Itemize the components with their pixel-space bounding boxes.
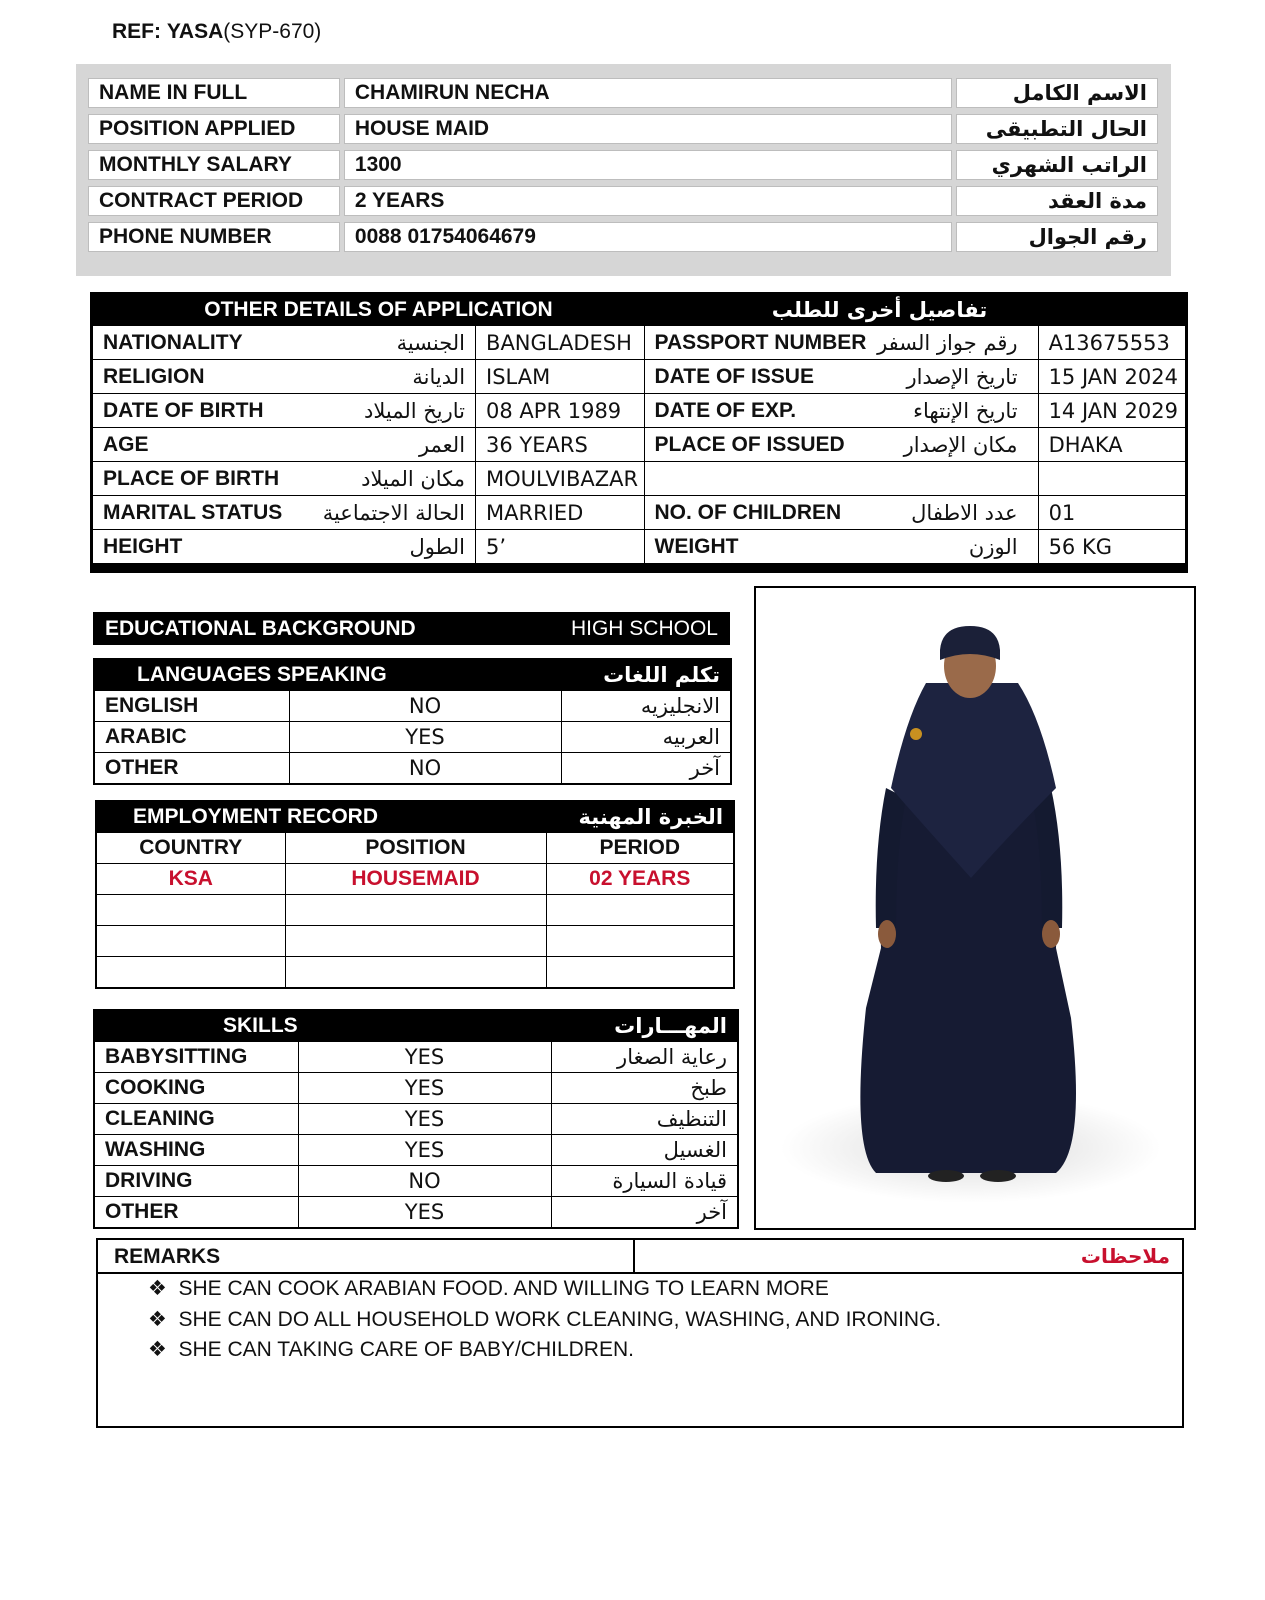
employment-position: HOUSEMAID — [285, 864, 546, 895]
details-left-label-ar: الجنسية — [396, 330, 466, 355]
skills-header — [94, 1010, 738, 1042]
details-right-label-ar: تاريخ الإنتهاء — [913, 398, 1018, 423]
details-left-cell — [92, 326, 476, 360]
col-header-period: PERIOD — [546, 833, 734, 864]
skills-table — [93, 1009, 739, 1229]
employment-header — [96, 801, 734, 833]
applicant-label-ar: رقم الجوال — [956, 222, 1158, 252]
remarks-header — [98, 1240, 1182, 1274]
details-left-label-ar: تاريخ الميلاد — [363, 398, 466, 423]
language-row-value: NO — [289, 691, 561, 722]
applicant-label-ar: الاسم الكامل — [956, 78, 1158, 108]
skill-row — [94, 1166, 738, 1197]
applicant-box — [76, 64, 1171, 276]
details-right-label-ar: مكان الإصدار — [903, 432, 1018, 457]
remark-text: SHE CAN COOK ARABIAN FOOD. AND WILLING TO LEARN MORE — [178, 1277, 829, 1300]
details-right-label: PASSPORT NUMBER — [654, 330, 867, 354]
applicant-row — [88, 150, 1158, 180]
applicant-label: CONTRACT PERIOD — [88, 186, 340, 216]
skill-row-name: COOKING — [94, 1073, 298, 1104]
skills-title: SKILLS — [94, 1010, 551, 1042]
remarks-title-ar: ملاحظات — [1080, 1244, 1170, 1268]
details-row — [92, 394, 1187, 428]
details-row — [92, 530, 1187, 564]
language-row — [94, 753, 731, 785]
education-label: EDUCATIONAL BACKGROUND — [105, 617, 416, 640]
details-row — [92, 496, 1187, 530]
skills-title-ar: المهـــارات — [551, 1010, 738, 1042]
col-header-position: POSITION — [285, 833, 546, 864]
details-right-label-ar: تاريخ الإصدار — [906, 364, 1018, 389]
language-row-name: OTHER — [94, 753, 289, 785]
details-left-value: MOULVIBAZAR — [476, 462, 644, 496]
details-left-value: 36 YEARS — [476, 428, 644, 462]
employment-col-headers — [96, 833, 734, 864]
applicant-row — [88, 114, 1158, 144]
details-left-label: AGE — [103, 432, 149, 456]
employment-country: KSA — [96, 864, 285, 895]
details-title-ar: تفاصيل أخرى للطلب — [644, 294, 1187, 326]
applicant-label: POSITION APPLIED — [88, 114, 340, 144]
reference — [112, 20, 321, 44]
details-left-label-ar: مكان الميلاد — [361, 466, 466, 491]
language-row-name: ARABIC — [94, 722, 289, 753]
details-left-cell — [92, 428, 476, 462]
details-right-value: DHAKA — [1038, 428, 1186, 462]
employment-title: EMPLOYMENT RECORD — [96, 801, 546, 833]
applicant-value: 2 YEARS — [344, 186, 953, 216]
skill-row-name-ar: الغسيل — [551, 1135, 738, 1166]
language-row-name-ar: آخر — [561, 753, 731, 785]
details-right-value: 01 — [1038, 496, 1186, 530]
details-left-cell — [92, 462, 476, 496]
employment-table — [95, 800, 735, 989]
details-right-cell — [644, 326, 1038, 360]
remark-item — [148, 1307, 941, 1332]
applicant-row — [88, 186, 1158, 216]
details-left-value: 08 APR 1989 — [476, 394, 644, 428]
remark-text: SHE CAN TAKING CARE OF BABY/CHILDREN. — [178, 1338, 634, 1361]
bullet-diamond-icon: ❖ — [148, 1338, 167, 1361]
applicant-value: HOUSE MAID — [344, 114, 953, 144]
ref-label: REF: — [112, 20, 161, 43]
skill-row-name: OTHER — [94, 1197, 298, 1229]
skill-row-name-ar: آخر — [551, 1197, 738, 1229]
details-right-label: NO. OF CHILDREN — [654, 500, 842, 524]
col-header-country: COUNTRY — [96, 833, 285, 864]
details-left-label-ar: الديانة — [412, 364, 466, 389]
details-row — [92, 326, 1187, 360]
details-left-value: ISLAM — [476, 360, 644, 394]
applicant-row — [88, 78, 1158, 108]
details-right-label-ar: عدد الاطفال — [911, 500, 1018, 525]
applicant-value: 1300 — [344, 150, 953, 180]
details-left-label: MARITAL STATUS — [103, 500, 283, 524]
skill-row — [94, 1104, 738, 1135]
ref-code: (SYP-670) — [223, 20, 322, 43]
applicant-value: CHAMIRUN NECHA — [344, 78, 953, 108]
remark-item — [148, 1276, 829, 1301]
details-header — [92, 294, 1187, 326]
details-right-value: 15 JAN 2024 — [1038, 360, 1186, 394]
skill-row-name: CLEANING — [94, 1104, 298, 1135]
details-left-cell — [92, 496, 476, 530]
language-row-name-ar: العربيه — [561, 722, 731, 753]
employment-empty-row — [96, 957, 734, 989]
skill-row-name: BABYSITTING — [94, 1042, 298, 1073]
education-bar — [93, 612, 730, 645]
applicant-label-ar: الحال التطبيقى — [956, 114, 1158, 144]
details-left-cell — [92, 360, 476, 394]
languages-header — [94, 659, 731, 691]
applicant-label: MONTHLY SALARY — [88, 150, 340, 180]
language-row — [94, 722, 731, 753]
details-left-value: BANGLADESH — [476, 326, 644, 360]
details-right-label: DATE OF ISSUE — [654, 364, 814, 388]
details-left-label: RELIGION — [103, 364, 205, 388]
details-row — [92, 428, 1187, 462]
skill-row-value: YES — [298, 1073, 551, 1104]
language-row — [94, 691, 731, 722]
person-figure-icon — [756, 588, 1194, 1228]
employment-period: 02 YEARS — [546, 864, 734, 895]
language-row-name-ar: الانجليزيه — [561, 691, 731, 722]
education-value: HIGH SCHOOL — [570, 617, 718, 640]
remarks-box — [96, 1238, 1184, 1428]
details-right-cell — [644, 462, 1038, 496]
details-right-cell — [644, 394, 1038, 428]
details-right-value: 14 JAN 2029 — [1038, 394, 1186, 428]
applicant-label-ar: مدة العقد — [956, 186, 1158, 216]
skill-row-value: YES — [298, 1104, 551, 1135]
skill-row-name: WASHING — [94, 1135, 298, 1166]
skill-row-value: YES — [298, 1042, 551, 1073]
details-right-value: A13675553 — [1038, 326, 1186, 360]
details-footer-bar — [92, 564, 1187, 572]
details-left-label-ar: الطول — [409, 534, 466, 559]
applicant-label-ar: الراتب الشهري — [956, 150, 1158, 180]
remark-item — [148, 1337, 634, 1362]
skill-row-name: DRIVING — [94, 1166, 298, 1197]
details-left-cell — [92, 394, 476, 428]
details-row — [92, 360, 1187, 394]
details-right-label-ar: رقم جواز السفر — [877, 330, 1018, 355]
details-right-value — [1038, 462, 1186, 496]
skill-row-value: YES — [298, 1197, 551, 1229]
language-row-value: NO — [289, 753, 561, 785]
skill-row — [94, 1135, 738, 1166]
details-right-cell — [644, 530, 1038, 564]
details-left-label: PLACE OF BIRTH — [103, 466, 280, 490]
bullet-diamond-icon: ❖ — [148, 1277, 167, 1300]
skill-row — [94, 1042, 738, 1073]
details-row — [92, 462, 1187, 496]
remarks-title: REMARKS — [114, 1245, 221, 1268]
details-left-label: HEIGHT — [103, 534, 183, 558]
applicant-row — [88, 222, 1158, 252]
details-left-label-ar: العمر — [418, 432, 466, 457]
employment-empty-row — [96, 895, 734, 926]
employment-row — [96, 864, 734, 895]
details-right-label: PLACE OF ISSUED — [654, 432, 845, 456]
skill-row-name-ar: طبخ — [551, 1073, 738, 1104]
details-right-label: WEIGHT — [654, 534, 739, 558]
skill-row-name-ar: التنظيف — [551, 1104, 738, 1135]
applicant-label: NAME IN FULL — [88, 78, 340, 108]
other-details-table — [90, 292, 1188, 573]
applicant-table — [84, 72, 1162, 258]
languages-title-ar: تكلم اللغات — [561, 659, 731, 691]
details-title: OTHER DETAILS OF APPLICATION — [92, 294, 645, 326]
skill-row-value: NO — [298, 1166, 551, 1197]
applicant-photo — [754, 586, 1196, 1230]
languages-table — [93, 658, 732, 785]
remark-text: SHE CAN DO ALL HOUSEHOLD WORK CLEANING, WASHING, AND IRONING. — [178, 1308, 942, 1331]
skill-row — [94, 1073, 738, 1104]
details-right-label-ar: الوزن — [968, 534, 1018, 559]
details-left-label: NATIONALITY — [103, 330, 243, 354]
details-left-label: DATE OF BIRTH — [103, 398, 264, 422]
employment-empty-row — [96, 926, 734, 957]
language-row-value: YES — [289, 722, 561, 753]
details-right-label: DATE OF EXP. — [654, 398, 797, 422]
language-row-name: ENGLISH — [94, 691, 289, 722]
skill-row-name-ar: قيادة السيارة — [551, 1166, 738, 1197]
applicant-label: PHONE NUMBER — [88, 222, 340, 252]
details-left-value: MARRIED — [476, 496, 644, 530]
applicant-value: 0088 01754064679 — [344, 222, 953, 252]
ref-name: YASA — [166, 20, 224, 43]
details-left-cell — [92, 530, 476, 564]
details-left-value: 5’ — [476, 530, 644, 564]
remarks-divider — [633, 1240, 635, 1272]
employment-title-ar: الخبرة المهنية — [546, 801, 734, 833]
details-right-cell — [644, 360, 1038, 394]
skill-row-value: YES — [298, 1135, 551, 1166]
languages-title: LANGUAGES SPEAKING — [94, 659, 561, 691]
details-right-cell — [644, 496, 1038, 530]
details-right-value: 56 KG — [1038, 530, 1186, 564]
bullet-diamond-icon: ❖ — [148, 1308, 167, 1331]
skill-row — [94, 1197, 738, 1229]
details-left-label-ar: الحالة الاجتماعية — [322, 500, 466, 525]
skill-row-name-ar: رعاية الصغار — [551, 1042, 738, 1073]
details-right-cell — [644, 428, 1038, 462]
